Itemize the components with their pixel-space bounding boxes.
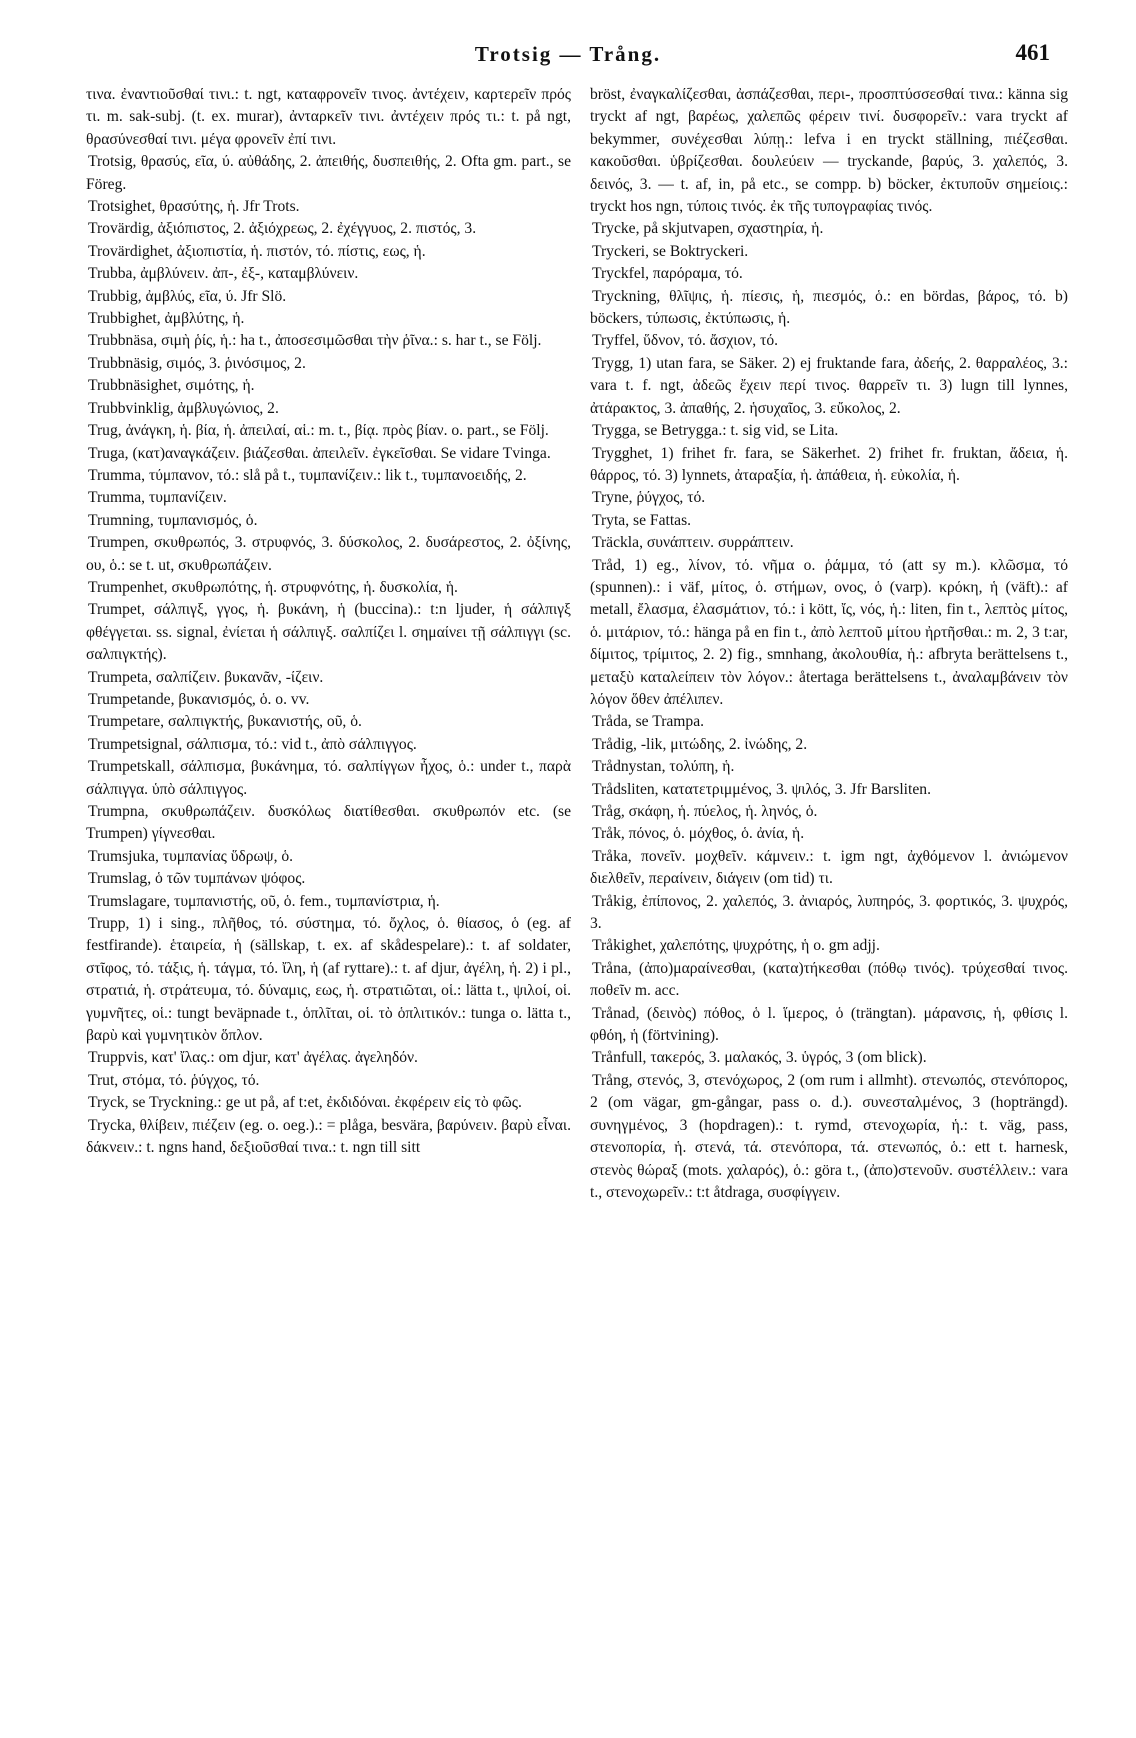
right-column — [590, 84, 1068, 1204]
dictionary-entry: Truga, (κατ)αναγκάζειν. βιάζεσθαι. ἀπειλεῖν. ἐγκεῖσθαι. Se vidare Tvinga. — [88, 444, 551, 462]
dictionary-entry: Trubbig, ἀμβλύς, εῖα, ύ. Jfr Slö. — [88, 287, 287, 305]
dictionary-entry: Trumning, τυμπανισμός, ὁ. — [88, 511, 258, 529]
dictionary-entry: Trumslagare, τυμπανιστής, οῦ, ὁ. fem., τυμπανίστρια, ἡ. — [88, 892, 440, 910]
dictionary-entry: Tråda, se Trampa. — [592, 713, 705, 731]
dictionary-entry: Trång, στενός, 3, στενόχωρος, 2 (om rum i allmht). στενωπός, στενόπορος, 2 (om vägar, gm-gångar, pass o. d.). συνεσταλμένος, 3 (hopträngd). συνηγμένος, 3 (hopdragen).: t. rymd, στενοχωρία, ἡ.: t. väg, pass, στενοπορία, ἡ. στενά, τά. στενόπορα, τά. στενωπός, ὁ.: ett t. harnesk, στενὸς θώραξ (mots. χαλαρός), ὁ.: göra t., (ἀπο)στενοῦν. συστέλλειν.: vara t., στενοχωρεῖν.: t:t åtdraga, συσφίγγειν. — [590, 1071, 1068, 1201]
dictionary-entry: Trumma, τύμπανον, τό.: slå på t., τυμπανίζειν.: lik t., τυμπανοειδής, 2. — [88, 466, 527, 484]
dictionary-entry: Tråd, 1) eg., λίνον, τό. νῆμα o. ῥάμμα, τό (att sy m.). κλῶσμα, τό (spunnen).: i väf, μίτος, ὁ. στήμων, ονος, ὁ (varp). κρόκη, ἡ (väft).: af metall, ἔλασμα, ἐλασμάτιον, τό.: i kött, ἴς, νός, ἡ.: liten, fin t., λεπτὸς μίτος, ὁ. μιτάριον, τό.: hänga på en fin t., ἀπὸ λεπτοῦ μίτου ἠρτῆσθαι.: m. 2, 3 t:ar, δίμιτος, τρίμιτος, 2. 2) fig., smnhang, ἀκολουθία, ἡ.: afbryta berättelsens t., μεταξὺ καταλείπειν τὸν λόγον.: återtaga berättelsens t., ἀναλαμβάνειν τὸν λόγον ὅθεν ἀπέλιπεν. — [590, 556, 1068, 708]
dictionary-entry: Trycke, på skjutvapen, σχαστηρία, ἡ. — [592, 220, 824, 238]
dictionary-entry: Trumpenhet, σκυθρωπότης, ἡ. στρυφνότης, ἡ. δυσκολία, ἡ. — [88, 578, 458, 596]
dictionary-entry: Tryck, se Tryckning.: ge ut på, af t:et, ἐκδιδόναι. ἐκφέρειν εἰς τὸ φῶς. — [88, 1094, 522, 1112]
page-number: 461 — [1015, 40, 1050, 65]
page-header — [0, 42, 1136, 72]
dictionary-entry: Trumma, τυμπανίζειν. — [88, 489, 227, 507]
dictionary-entry: Tryffel, ὕδνον, τό. ἄσχιον, τό. — [592, 332, 779, 350]
dictionary-entry: Trubbnäsig, σιμός, 3. ῥινόσιμος, 2. — [88, 354, 306, 372]
dictionary-entry: Trut, στόμα, τό. ῥύγχος, τό. — [88, 1071, 260, 1089]
left-column — [86, 84, 571, 1160]
dictionary-entry: Träckla, συνάπτειν. συρράπτειν. — [592, 534, 794, 552]
dictionary-entry: Tråk, πόνος, ὁ. μόχθος, ὁ. ἀνία, ἡ. — [592, 825, 805, 843]
dictionary-entry: Tryne, ῥύγχος, τό. — [592, 489, 706, 507]
dictionary-entry: Trubbvinklig, ἀμβλυγώνιος, 2. — [88, 399, 279, 417]
dictionary-entry: Trygg, 1) utan fara, se Säker. 2) ej fruktande fara, ἀδεής, 2. θαρραλέος, 3.: vara t. f. ngt, ἀδεῶς ἔχειν περί τινος. θαρρεῖν τι. 3) lugn till lynnes, ἀτάρακτος, 3. ἀπαθής, 2. ἡσυχαῖος, 3. εὔκολος, 2. — [590, 354, 1068, 417]
dictionary-entry: Trumslag, ὁ τῶν τυμπάνων ψόφος. — [88, 870, 306, 888]
dictionary-entry: Trycka, θλίβειν, πιέζειν (eg. o. oeg.).: = plåga, besvära, βαρύνειν. βαρὺ εἶναι. δάκνειν.: t. ngns hand, δεξιοῦσθαί τινα.: t. ngn till sitt — [86, 1116, 571, 1157]
dictionary-entry: Trånfull, τακερός, 3. μαλακός, 3. ὑγρός, 3 (om blick). — [592, 1049, 927, 1067]
dictionary-entry: Tråka, πονεῖν. μοχθεῖν. κάμνειν.: t. igm ngt, ἀχθόμενον l. ἀνιώμενον διελθεῖν, περαίνειν, διάγειν (om tid) τι. — [590, 847, 1068, 888]
dictionary-entry: Tråkig, ἐπίπονος, 2. χαλεπός, 3. ἀνιαρός, λυπηρός, 3. φορτικός, 3. ψυχρός, 3. — [590, 892, 1068, 933]
dictionary-entry: Trånad, (δεινὸς) πόθος, ὁ l. ἵμερος, ὁ (trängtan). μάρανσις, ἡ, φθίσις l. φθόη, ἡ (förtvining). — [590, 1004, 1068, 1045]
dictionary-entry: Trotsig, θρασύς, εῖα, ύ. αὐθάδης, 2. ἀπειθής, δυσπειθής, 2. Ofta gm. part., se Föreg. — [86, 153, 571, 193]
dictionary-entry: Trumpet, σάλπιγξ, γγος, ἡ. βυκάνη, ἡ (buccina).: t:n ljuder, ἡ σάλπιγξ φθέγγεται. ss. signal, ἐνίεται ἡ σάλπιγξ. σαλπίζει l. σημαίνει τῇ σάλπιγγι (sc. σαλπιγκτής). — [86, 601, 571, 664]
entry-continuation: τινα. ἐναντιοῦσθαί τινι.: t. ngt, καταφρονεῖν τινος. ἀντέχειν, καρτερεῖν πρός τι. m. sak-subj. (t. ex. murar), ἀνταρκεῖν τινι. ἀντέχειν πρός τι.: t. på ngt, θρασύνεσθαί τινι. μέγα φρονεῖν ἐπί τινι. — [86, 86, 571, 148]
dictionary-entry: Trumsjuka, τυμπανίας ὕδρωψ, ὁ. — [88, 847, 294, 865]
dictionary-entry: Trug, ἀνάγκη, ἡ. βία, ἡ. ἀπειλαί, αἱ.: m. t., βίᾳ. πρὸς βίαν. o. part., se Följ. — [88, 422, 549, 440]
dictionary-entry: Tryta, se Fattas. — [592, 511, 692, 529]
dictionary-entry: Trotsighet, θρασύτης, ἡ. Jfr Trots. — [88, 198, 300, 216]
dictionary-entry: Trygghet, 1) frihet fr. fara, se Säkerhet. 2) frihet fr. fruktan, ἄδεια, ἡ. θάρρος, τό. 3) lynnets, ἀταραξία, ἡ. ἀπάθεια, ἡ. εὐκολία, ἡ. — [590, 444, 1068, 484]
dictionary-entry: Trumpetare, σαλπιγκτής, βυκανιστής, οῦ, ὁ. — [88, 713, 362, 731]
dictionary-entry: Tråg, σκάφη, ἡ. πύελος, ἡ. ληνός, ὁ. — [592, 803, 818, 820]
dictionary-entry: Trådig, -lik, μιτώδης, 2. ἰνώδης, 2. — [592, 735, 808, 753]
dictionary-entry: Truppvis, κατ' ἴλας.: om djur, κατ' ἀγέλας. ἀγεληδόν. — [88, 1049, 418, 1067]
dictionary-entry: Trådnystan, τολύπη, ἡ. — [592, 758, 735, 776]
dictionary-entry: Trupp, 1) i sing., πλῆθος, τό. σύστημα, τό. ὄχλος, ὁ. θίασος, ὁ (eg. af festfirande). ἑταιρεία, ἡ (sällskap, t. ex. af skådespelare).: t. af soldater, στῖφος, τό. τάξις, ἡ. τάγμα, τό. ἴλη, ἡ (af ryttare).: t. af djur, ἀγέλη, ἡ. 2) i pl., στρατιά, ἡ. στράτευμα, τό. δύναμις, εως, ἡ. στρατιῶται, οἱ.: lätta t., ψιλοί, οἱ. γυμνῆτες, οἱ.: tungt beväpnade t., ὁπλῖται, οἱ. τὸ ὁπλιτικόν.: tunga o. lätta t., βαρὺ καὶ γυμνητικὸν ὅπλον. — [86, 915, 571, 1045]
dictionary-entry: Trumpen, σκυθρωπός, 3. στρυφνός, 3. δύσκολος, 2. δυσάρεστος, 2. ὀξίνης, ου, ὁ.: se t. ut, σκυθρωπάζειν. — [86, 534, 571, 574]
dictionary-entry: Trubbighet, ἀμβλύτης, ἡ. — [88, 310, 245, 328]
dictionary-entry: Tryckning, θλῖψις, ἡ. πίεσις, ἡ, πιεσμός, ὁ.: en bördas, βάρος, τό. b) böckers, τύπωσις, ἐκτύπωσις, ἡ. — [590, 287, 1068, 328]
dictionary-entry: Tryckeri, se Boktryckeri. — [592, 242, 749, 260]
running-head: Trotsig — Trång. — [474, 42, 662, 66]
dictionary-entry: Trubba, ἀμβλύνειν. ἀπ-, ἐξ-, καταμβλύνειν. — [88, 265, 359, 283]
dictionary-entry: Trygga, se Betrygga.: t. sig vid, se Lita. — [592, 422, 839, 440]
dictionary-entry: Trovärdig, ἀξιόπιστος, 2. ἀξιόχρεως, 2. ἐχέγγυος, 2. πιστός, 3. — [88, 220, 477, 238]
dictionary-entry: Tryckfel, παρόραμα, τό. — [592, 265, 743, 283]
dictionary-entry: Trumpetsignal, σάλπισμα, τό.: vid t., ἀπὸ σάλπιγγος. — [88, 735, 417, 753]
dictionary-entry: Trubbnäsighet, σιμότης, ἡ. — [88, 377, 255, 395]
dictionary-entry: Trovärdighet, ἀξιοπιστία, ἡ. πιστόν, τό. πίστις, εως, ἡ. — [88, 242, 426, 260]
dictionary-entry: Trumpetande, βυκανισμός, ὁ. o. vv. — [88, 690, 310, 708]
dictionary-entry: Trumpna, σκυθρωπάζειν. δυσκόλως διατίθεσθαι. σκυθρωπόν etc. (se Trumpen) γίγνεσθαι. — [86, 803, 571, 843]
entry-continuation: bröst, ἐναγκαλίζεσθαι, ἀσπάζεσθαι, περι-, προσπτύσσεσθαί τινα.: känna sig tryckt af ngt, βαρέως, χαλεπῶς φέρειν τινί. δυσφορεῖν.: vara tryckt af bekymmer, συνέχεσθαι λύπῃ.: lefva i en tryckt ställning, πιέζεσθαι. κακοῦσθαι. ὑβρίζεσθαι. δουλεύειν — tryckande, βαρύς, 3. χαλεπός, 3. δεινός, 3. — t. af, in, på etc., se compp. b) böcker, ἐκτυποῦν σημείοις.: tryckt hos ngn, τύποις τινός. ἐκ τῆς τυπογραφίας τινός. — [590, 86, 1068, 216]
dictionary-entry: Trådsliten, κατατετριμμένος, 3. ψιλός, 3. Jfr Barsliten. — [592, 780, 931, 798]
dictionary-entry: Trubbnäsa, σιμὴ ῥίς, ἡ.: ha t., ἀποσεσιμῶσθαι τὴν ῥῖνα.: s. har t., se Följ. — [88, 332, 542, 350]
dictionary-entry: Tråkighet, χαλεπότης, ψυχρότης, ἡ o. gm adjj. — [592, 937, 880, 955]
dictionary-entry: Trumpeta, σαλπίζειν. βυκανᾶν, -ίζειν. — [88, 668, 324, 686]
dictionary-entry: Tråna, (ἀπο)μαραίνεσθαι, (κατα)τήκεσθαι (πόθῳ τινός). τρύχεσθαί τινος. ποθεῖν m. acc. — [590, 959, 1068, 1000]
dictionary-entry: Trumpetskall, σάλπισμα, βυκάνημα, τό. σαλπίγγων ἦχος, ὁ.: under t., παρὰ σάλπιγγα. ὑπὸ σάλπιγγος. — [86, 758, 571, 798]
